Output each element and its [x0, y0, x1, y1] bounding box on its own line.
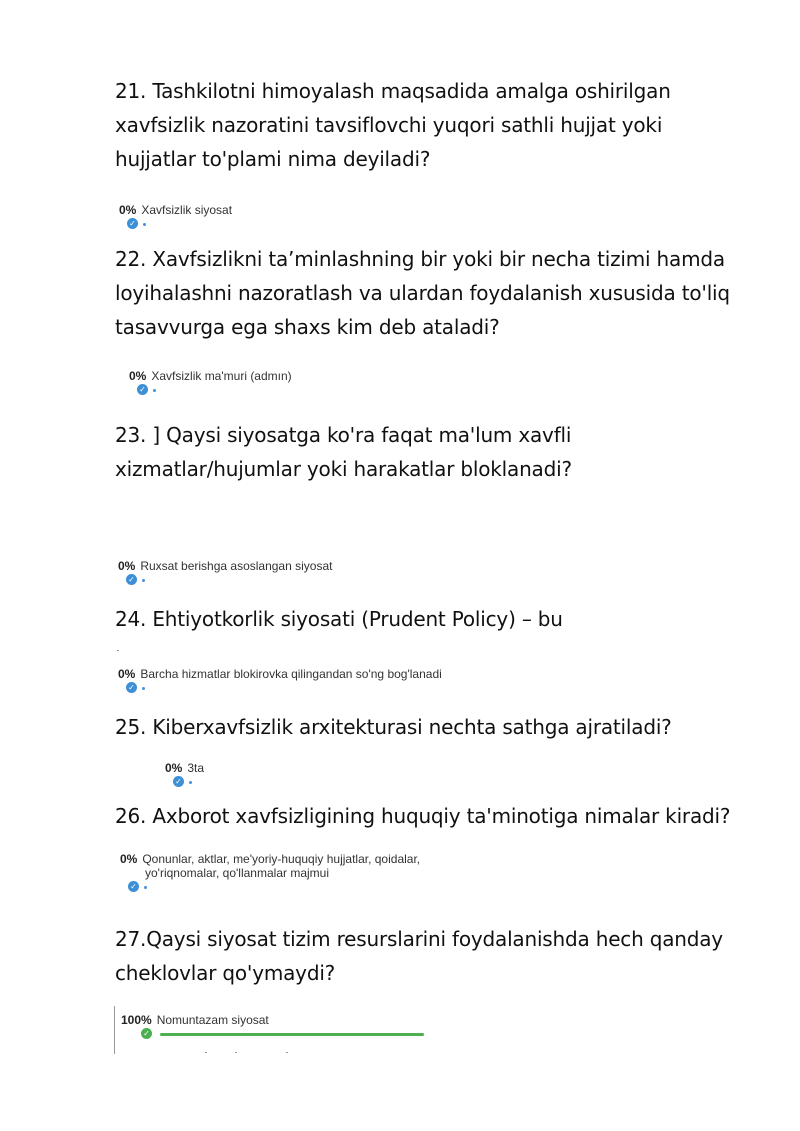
dot-icon [143, 223, 146, 226]
check-circle-icon: ✓ [137, 384, 148, 395]
answer-21 [119, 203, 232, 230]
answer-23 [118, 559, 332, 586]
answer-text: 3ta [187, 761, 205, 775]
answer-percent: 0% [118, 667, 136, 681]
question-26: 26. Axborot xavfsizligining huquqiy ta'minotiga nimalar kiradi? [115, 804, 731, 828]
answer-27 [121, 1013, 269, 1040]
answer-percent: 0% [129, 369, 147, 383]
answer-percent: 0% [120, 852, 138, 866]
question-27: 27.Qaysi siyosat tizim resurslarini foydalanishda hech qanday cheklovlar qo'ymaydi? [115, 927, 723, 985]
result-bar [160, 1033, 424, 1036]
question-25: 25. Kiberxavfsizlik arxitekturasi nechta sathga ajratiladi? [115, 715, 672, 739]
answer-percent: 0% [118, 559, 136, 573]
dot-icon [142, 687, 145, 690]
border-line [114, 1006, 115, 1054]
answer-text: Barcha hizmatlar blokirovka qilingandan so'ng bog'lanadi [140, 667, 442, 681]
check-circle-icon: ✓ [126, 682, 137, 693]
answer-percent: 0% [119, 203, 137, 217]
question-22: 22. Xavfsizlikni ta’minlashning bir yoki bir necha tizimi hamda loyihalashni nazoratlash va ulardan foydalanish xususida to'liq tasavvurga ega shaxs kim deb ataladi? [115, 247, 730, 339]
question-23: 23. ] Qaysi siyosatga ko'ra faqat ma'lum xavfli xizmatlar/hujumlar yoki harakatlar bloklanadi? [115, 423, 572, 481]
speck [205, 1052, 207, 1053]
question-24: 24. Ehtiyotkorlik siyosati (Prudent Policy) – bu [115, 607, 563, 631]
dot-icon [144, 886, 147, 889]
answer-text: Qonunlar, aktlar, me'yoriy-huquqiy hujjatlar, qoidalar, [142, 852, 421, 866]
answer-text: Nomuntazam siyosat [156, 1013, 269, 1027]
check-circle-icon: ✓ [128, 881, 139, 892]
answer-22 [129, 369, 292, 396]
dot-icon [142, 579, 145, 582]
answer-24 [118, 667, 442, 694]
answer-26 [120, 852, 420, 893]
speck [235, 1052, 237, 1053]
check-circle-icon: ✓ [127, 218, 138, 229]
check-circle-icon: ✓ [141, 1028, 152, 1039]
answer-25 [165, 761, 204, 788]
check-circle-icon: ✓ [126, 574, 137, 585]
check-circle-icon: ✓ [173, 776, 184, 787]
answer-text: Ruxsat berishga asoslangan siyosat [140, 559, 333, 573]
question-21: 21. Tashkilotni himoyalash maqsadida amalga oshirilgan xavfsizlik nazoratini tavsiflovchi yuqori sathli hujjat yoki hujjatlar to'plami nima deyiladi? [115, 79, 671, 171]
answer-text: Xavfsizlik siyosat [141, 203, 233, 217]
dot-icon [153, 389, 156, 392]
answer-text-line2: yo'riqnomalar, qo'llanmalar majmui [145, 866, 329, 880]
answer-text: Xavfsizlik ma'muri (admın) [151, 369, 292, 383]
dot-icon [189, 781, 192, 784]
answer-percent: 100% [121, 1013, 152, 1027]
speck [286, 1052, 288, 1053]
answer-percent: 0% [165, 761, 183, 775]
speck [117, 650, 119, 651]
